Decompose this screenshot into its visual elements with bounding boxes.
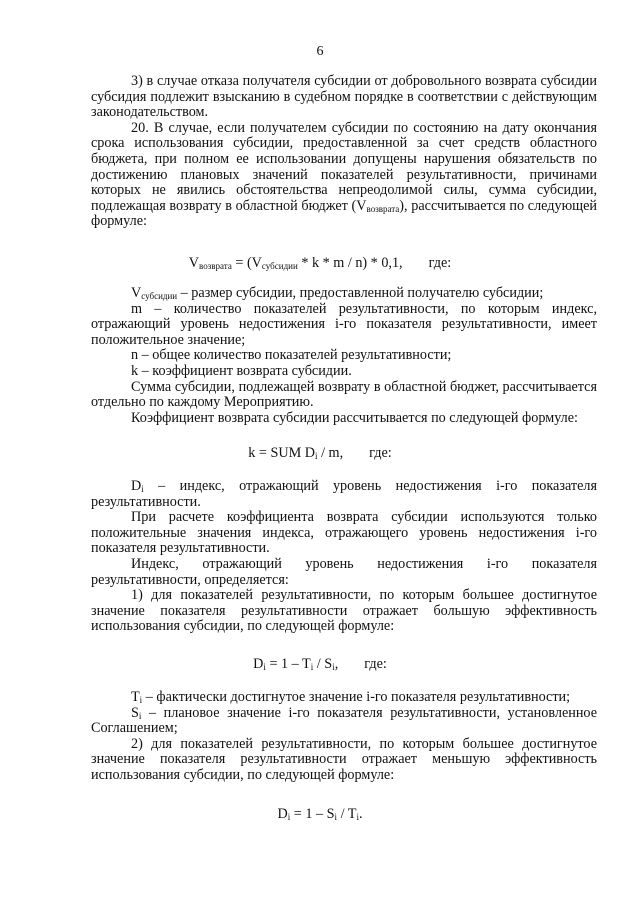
- paragraph-index: Индекс, отражающий уровень недостижения i-го показателя результативности, определяется:: [91, 555, 597, 588]
- text-block-definitions-2: [91, 479, 597, 635]
- item-2: 2) для показателей результативности, по которым большее достигнутое значение показателя результативности отражает меньшую эффективность использования субсидии, по следующей формуле:: [91, 735, 597, 783]
- paragraph-sum: Сумма субсидии, подлежащей возврату в областной бюджет, рассчитывается отдельно по каждому Мероприятию.: [91, 378, 597, 411]
- paragraph-20: 20. В случае, если получателем субсидии по состоянию на дату окончания срока использования субсидии, предоставленной за счет средств областного бюджета, при полном ее использовании допущены нарушения обязательств по достижению плановых значений показателей результативности, причинами которых не явились обстоятельства непреодолимой силы, сумма субсидии, подлежащая возврату в областной бюджет $(V_{возврата})$, рассчитывается по следующей формуле:: [91, 119, 597, 230]
- paragraph-calculation: При расчете коэффициента возврата субсидии используются только положительные значения индекса, отражающего уровень недостижения i-го показателя результативности.: [91, 509, 597, 557]
- text-block-definitions-3: [91, 690, 597, 784]
- definition-m: m – количество показателей результативности, по которым индекс, отражающий уровень недостижения i-го показателя результативности, имеет положительное значение;: [91, 300, 597, 348]
- formula-di-1: $D_i = 1 - T_i / S_i$, где:: [253, 656, 387, 672]
- paragraph-coefficient: Коэффициент возврата субсидии рассчитывается по следующей формуле:: [131, 409, 578, 426]
- definition-n: n – общее количество показателей результативности;: [131, 347, 452, 364]
- formula-k: k = SUM $D_i$ / m, где:: [248, 445, 392, 461]
- definition-ti: $T_i$ – фактически достигнутое значение i-го показателя результативности;: [131, 689, 571, 705]
- definition-k: k – коэффициент возврата субсидии.: [131, 362, 352, 379]
- definition-si: $S_i$ – плановое значение i-го показателя результативности, установленное Соглашением;: [91, 704, 597, 737]
- paragraph-3: 3) в случае отказа получателя субсидии от добровольного возврата субсидии субсидия подлежит взысканию в судебном порядке в соответствии с действующим законодательством.: [91, 73, 597, 121]
- item-1: 1) для показателей результативности, по которым большее достигнутое значение показателя результативности отражает большую эффективность использования субсидии, по следующей формуле:: [91, 587, 597, 635]
- formula-di-2: $D_i = 1 - S_i / T_i$.: [277, 806, 363, 822]
- definition-v-subsidy: $V_{субсидии}$ – размер субсидии, предоставленной получателю субсидии;: [131, 285, 544, 301]
- text-block-definitions-1: [91, 286, 597, 426]
- formula-v-return: $V_{возврата} = (V_{субсидии} * k * m / n) * 0,1$, где:: [188, 255, 452, 271]
- text-block-top: [91, 74, 597, 230]
- page-number: 6: [316, 44, 324, 59]
- definition-di: $D_i$ – индекс, отражающий уровень недостижения i-го показателя результативности.: [91, 478, 597, 510]
